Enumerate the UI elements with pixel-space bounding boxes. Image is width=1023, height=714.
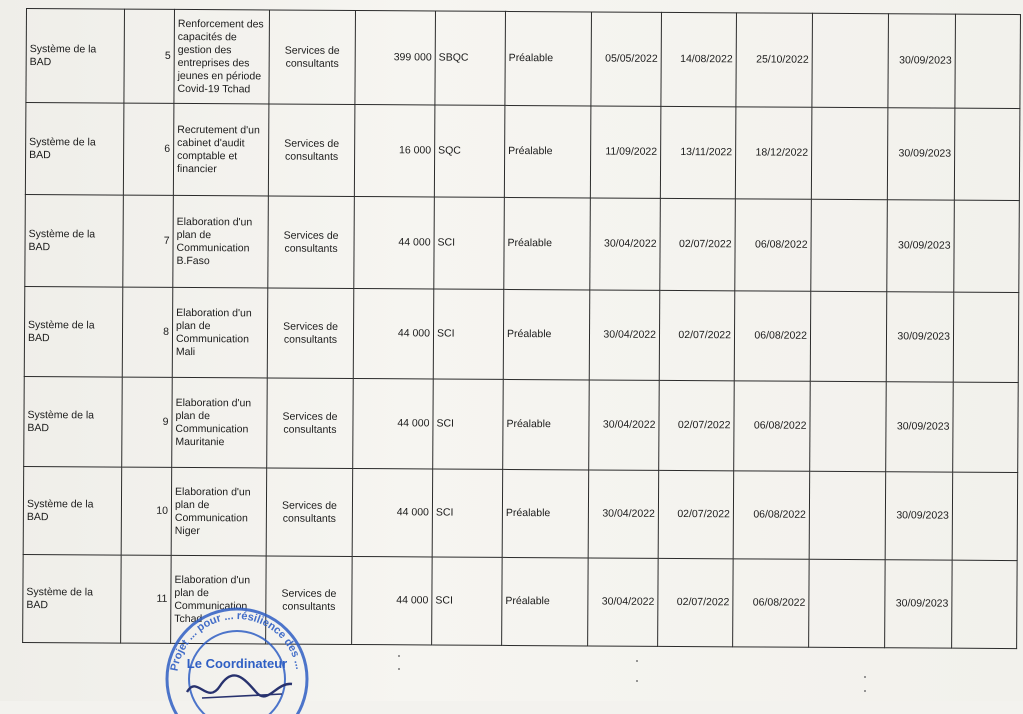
row-method-cell: SCI (433, 289, 504, 379)
stamp-ring-text: Projet ... pour ... résilience des ... (168, 609, 306, 673)
row-extra-cell (954, 200, 1020, 292)
row-extra-cell (953, 382, 1019, 472)
row-date1-cell: 30/04/2022 (588, 470, 659, 558)
row-date4-cell (811, 107, 888, 199)
row-system-cell: Système de la BAD (25, 103, 124, 196)
row-extra-cell (953, 292, 1019, 382)
row-date1-cell: 30/04/2022 (589, 380, 660, 470)
row-date2-cell: 02/07/2022 (660, 198, 736, 290)
row-date1-cell: 30/04/2022 (588, 558, 659, 646)
row-description-cell: Elaboration d'un plan de Communication Niger (171, 467, 267, 556)
row-amount-cell: 44 000 (352, 469, 433, 557)
row-number-cell: 7 (123, 195, 174, 287)
row-date5-cell: 30/09/2023 (888, 14, 956, 108)
row-date4-cell (809, 559, 886, 647)
row-date2-cell: 02/07/2022 (659, 380, 735, 470)
row-system-cell: Système de la BAD (23, 466, 122, 555)
row-description-cell: Elaboration d'un plan de Communication Tchad (171, 555, 267, 644)
table-row (25, 103, 1020, 201)
row-date3-cell: 06/08/2022 (735, 199, 812, 291)
table-row (24, 376, 1019, 472)
row-date1-cell: 30/04/2022 (590, 198, 661, 290)
row-type-cell: Services de consultants (266, 468, 353, 557)
row-date2-cell: 02/07/2022 (658, 558, 734, 646)
row-type-cell: Services de consultants (266, 556, 353, 645)
row-method-cell: SBQC (435, 11, 506, 105)
row-number-cell: 11 (121, 555, 172, 643)
handwritten-signature (187, 675, 292, 696)
row-system-cell: Système de la BAD (25, 194, 124, 287)
row-method-cell: SQC (434, 105, 505, 197)
row-description-cell: Recrutement d'un cabinet d'audit comptable et financier (173, 103, 269, 196)
row-type-cell: Services de consultants (268, 196, 355, 289)
row-review-cell: Préalable (503, 289, 590, 380)
row-date4-cell (811, 199, 888, 291)
row-date5-cell: 30/09/2023 (885, 560, 953, 648)
row-review-cell: Préalable (502, 469, 589, 558)
row-date4-cell (809, 471, 886, 559)
row-amount-cell: 44 000 (352, 557, 433, 645)
row-type-cell: Services de consultants (268, 104, 355, 197)
row-date4-cell (810, 291, 887, 381)
row-date3-cell: 06/08/2022 (733, 471, 810, 559)
row-method-cell: SCI (433, 379, 504, 469)
table-row (25, 194, 1020, 292)
row-method-cell: SCI (432, 469, 503, 557)
signature-underline (202, 694, 282, 698)
row-type-cell: Services de consultants (267, 378, 354, 469)
row-date3-cell: 06/08/2022 (734, 291, 811, 381)
row-date5-cell: 30/09/2023 (887, 200, 955, 292)
row-method-cell: SCI (434, 197, 505, 289)
row-date2-cell: 02/07/2022 (659, 290, 735, 380)
row-amount-cell: 16 000 (354, 105, 435, 197)
row-date4-cell (812, 13, 889, 107)
stamp-title: Le Coordinateur (186, 656, 288, 671)
row-date5-cell: 30/09/2023 (885, 472, 953, 560)
row-system-cell: Système de la BAD (23, 554, 122, 643)
row-review-cell: Préalable (505, 11, 592, 106)
row-date2-cell: 14/08/2022 (661, 12, 737, 106)
row-date5-cell: 30/09/2023 (887, 108, 955, 200)
row-system-cell: Système de la BAD (24, 376, 123, 467)
row-extra-cell (952, 560, 1018, 648)
row-date4-cell (810, 381, 887, 471)
row-review-cell: Préalable (502, 557, 589, 646)
row-date1-cell: 30/04/2022 (589, 290, 660, 380)
row-number-cell: 10 (121, 467, 172, 555)
row-extra-cell (954, 108, 1020, 200)
row-date2-cell: 02/07/2022 (658, 470, 734, 558)
row-date3-cell: 06/08/2022 (733, 559, 810, 647)
row-date5-cell: 30/09/2023 (886, 382, 954, 472)
row-description-cell: Renforcement des capacités de gestion des entreprises des jeunes en période Covid-19 Tchad (174, 9, 270, 104)
row-number-cell: 8 (122, 287, 173, 377)
row-date3-cell: 18/12/2022 (735, 107, 812, 199)
row-date5-cell: 30/09/2023 (886, 292, 954, 382)
row-method-cell: SCI (432, 557, 503, 645)
row-date1-cell: 05/05/2022 (591, 12, 662, 106)
row-type-cell: Services de consultants (267, 288, 354, 379)
row-number-cell: 9 (122, 377, 173, 467)
row-date2-cell: 13/11/2022 (660, 106, 736, 198)
row-extra-cell (952, 472, 1018, 560)
table-row (26, 9, 1021, 109)
stamp-inner-ring (186, 631, 288, 714)
row-number-cell: 6 (123, 103, 174, 195)
procurement-plan-table (22, 8, 1021, 649)
row-type-cell: Services de consultants (269, 10, 356, 105)
row-description-cell: Elaboration d'un plan de Communication Mauritanie (172, 377, 268, 468)
row-amount-cell: 44 000 (354, 197, 435, 289)
row-description-cell: Elaboration d'un plan de Communication B.Faso (173, 195, 269, 288)
row-review-cell: Préalable (503, 379, 590, 470)
table-row (23, 466, 1018, 560)
row-amount-cell: 44 000 (353, 379, 434, 469)
row-system-cell: Système de la BAD (24, 286, 123, 377)
row-amount-cell: 399 000 (355, 11, 436, 105)
table-row (24, 286, 1019, 382)
row-system-cell: Système de la BAD (26, 9, 125, 104)
row-date1-cell: 11/09/2022 (590, 106, 661, 198)
row-description-cell: Elaboration d'un plan de Communication Mali (172, 287, 268, 378)
row-number-cell: 5 (124, 9, 175, 103)
row-date3-cell: 25/10/2022 (736, 13, 813, 107)
official-stamp (152, 594, 322, 714)
row-extra-cell (955, 14, 1021, 108)
row-date3-cell: 06/08/2022 (734, 381, 811, 471)
row-review-cell: Préalable (504, 105, 591, 198)
row-review-cell: Préalable (504, 197, 591, 290)
row-amount-cell: 44 000 (353, 289, 434, 379)
